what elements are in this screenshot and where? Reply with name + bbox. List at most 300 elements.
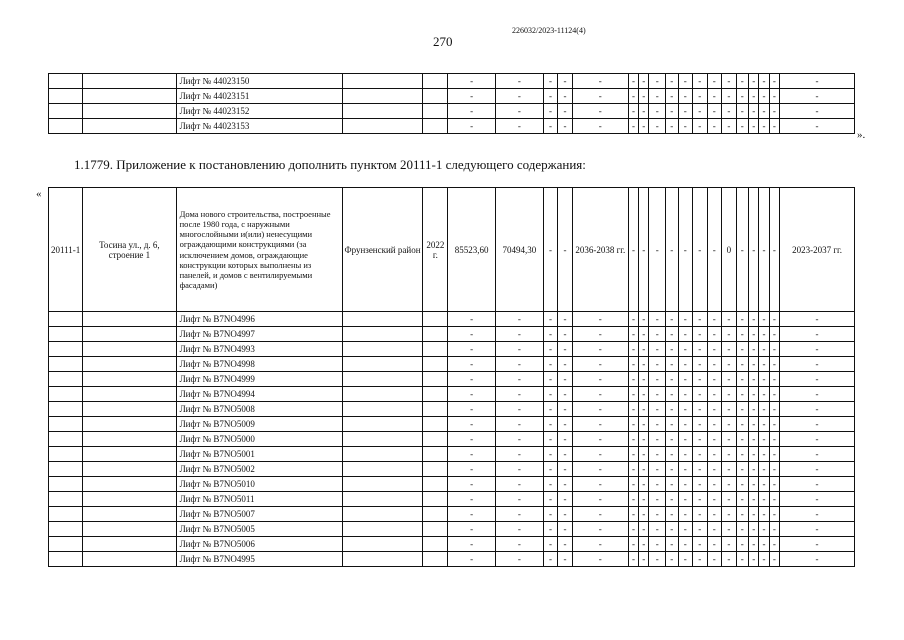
dash-cell [639,462,649,477]
dash-cell [736,119,748,134]
dash-cell [759,342,769,357]
dash-cell [707,327,722,342]
dash-cell [649,402,666,417]
dash-cell [448,462,496,477]
dash-cell [769,89,779,104]
zero-cell: 0 [722,188,737,312]
lift-name: Лифт № B7NO4996 [176,312,342,327]
dash-cell [666,507,678,522]
dash-cell [628,74,638,89]
dash-cell [759,462,769,477]
table-row [49,387,855,402]
empty-cell [83,522,176,537]
year: 2022 г. [423,188,448,312]
dash-cell [693,119,708,134]
dash-cell [558,552,573,567]
dash-cell [543,552,558,567]
dash-cell [769,312,779,327]
dash-cell [639,387,649,402]
dash-cell [736,357,748,372]
dash-cell [666,492,678,507]
table-row [49,447,855,462]
dash-cell [666,447,678,462]
dash-cell [448,372,496,387]
dash-cell [649,188,666,312]
dash-cell [749,357,759,372]
dash-cell [759,447,769,462]
page-number: 270 [433,34,453,49]
empty-cell [342,74,423,89]
dash-cell [678,447,693,462]
dash-cell [678,492,693,507]
lift-name: Лифт № B7NO4998 [176,357,342,372]
empty-cell [83,462,176,477]
dash-cell [759,357,769,372]
dash-cell [496,477,544,492]
dash-cell [780,477,855,492]
dash-cell [639,432,649,447]
dash-cell [666,188,678,312]
dash-cell [666,522,678,537]
dash-cell [693,312,708,327]
dash-cell [749,312,759,327]
empty-cell [423,342,448,357]
empty-cell [49,477,83,492]
dash-cell [448,402,496,417]
dash-cell [448,507,496,522]
document-code: 226032/2023-11124(4) [512,26,586,35]
lift-name: Лифт № B7NO5000 [176,432,342,447]
dash-cell [649,357,666,372]
dash-cell [769,188,779,312]
dash-cell [496,522,544,537]
empty-cell [423,492,448,507]
dash-cell [572,477,628,492]
dash-cell [736,492,748,507]
dash-cell [572,552,628,567]
dash-cell [736,432,748,447]
dash-cell [749,417,759,432]
dash-cell [780,119,855,134]
dash-cell [707,357,722,372]
dash-cell [722,552,737,567]
dash-cell [558,74,573,89]
empty-cell [49,89,83,104]
dash-cell [628,188,638,312]
dash-cell [496,387,544,402]
dash-cell [448,342,496,357]
dash-cell [628,447,638,462]
empty-cell [423,312,448,327]
dash-cell [749,462,759,477]
dash-cell [678,327,693,342]
dash-cell [543,477,558,492]
empty-cell [49,312,83,327]
dash-cell [666,342,678,357]
dash-cell [769,537,779,552]
dash-cell [736,327,748,342]
dash-cell [780,387,855,402]
dash-cell [649,507,666,522]
table-row [49,104,855,119]
dash-cell [572,447,628,462]
lift-name: Лифт № B7NO4995 [176,552,342,567]
dash-cell [736,74,748,89]
dash-cell [780,507,855,522]
empty-cell [423,402,448,417]
dash-cell [749,74,759,89]
empty-cell [49,402,83,417]
dash-cell [722,119,737,134]
dash-cell [448,537,496,552]
dash-cell [749,507,759,522]
dash-cell [693,387,708,402]
district: Фрунзенский район [342,188,423,312]
dash-cell [558,372,573,387]
dash-cell [666,357,678,372]
empty-cell [49,387,83,402]
closing-quote: ». [857,129,866,141]
dash-cell [639,447,649,462]
dash-cell [722,372,737,387]
lift-name: Лифт № 44023151 [176,89,342,104]
dash-cell [448,357,496,372]
dash-cell [543,119,558,134]
dash-cell [722,89,737,104]
dash-cell [543,507,558,522]
dash-cell [678,537,693,552]
dash-cell [749,104,759,119]
table-row [49,342,855,357]
dash-cell [693,402,708,417]
dash-cell [628,477,638,492]
dash-cell [666,372,678,387]
dash-cell [693,522,708,537]
dash-cell [780,417,855,432]
dash-cell [639,507,649,522]
dash-cell [693,104,708,119]
dash-cell [693,507,708,522]
table-row [49,188,855,312]
dash-cell [572,417,628,432]
dash-cell [722,387,737,402]
table-row [49,89,855,104]
dash-cell [759,537,769,552]
table-row [49,357,855,372]
dash-cell [639,477,649,492]
dash-cell [543,447,558,462]
dash-cell [543,372,558,387]
period-2: 2023-2037 гг. [780,188,855,312]
dash-cell [759,492,769,507]
empty-cell [342,522,423,537]
dash-cell [639,104,649,119]
dash-cell [649,89,666,104]
dash-cell [496,492,544,507]
dash-cell [693,327,708,342]
empty-cell [342,402,423,417]
lift-name: Лифт № B7NO5009 [176,417,342,432]
dash-cell [769,119,779,134]
dash-cell [558,432,573,447]
dash-cell [628,462,638,477]
empty-cell [83,312,176,327]
empty-cell [423,357,448,372]
dash-cell [649,119,666,134]
dash-cell [678,507,693,522]
dash-cell [707,312,722,327]
dash-cell [736,522,748,537]
dash-cell [749,342,759,357]
dash-cell [678,387,693,402]
dash-cell [496,342,544,357]
empty-cell [83,432,176,447]
dash-cell [496,417,544,432]
empty-cell [423,372,448,387]
dash-cell [722,104,737,119]
empty-cell [423,432,448,447]
dash-cell [749,552,759,567]
dash-cell [666,89,678,104]
dash-cell [707,492,722,507]
dash-cell [736,89,748,104]
dash-cell [736,312,748,327]
empty-cell [49,417,83,432]
dash-cell [558,492,573,507]
dash-cell [693,417,708,432]
dash-cell [448,89,496,104]
dash-cell [707,552,722,567]
empty-cell [49,119,83,134]
dash-cell [736,507,748,522]
empty-cell [423,74,448,89]
dash-cell [639,188,649,312]
dash-cell [678,462,693,477]
dash-cell [749,372,759,387]
dash-cell [769,507,779,522]
dash-cell [543,357,558,372]
dash-cell [678,417,693,432]
dash-cell [707,507,722,522]
dash-cell [749,89,759,104]
dash-cell [780,462,855,477]
dash-cell [628,327,638,342]
empty-cell [342,432,423,447]
dash-cell [722,537,737,552]
dash-cell [678,342,693,357]
dash-cell [639,402,649,417]
dash-cell [543,312,558,327]
empty-cell [49,357,83,372]
dash-cell [496,327,544,342]
value-2: 70494,30 [496,188,544,312]
dash-cell [666,327,678,342]
dash-cell [678,432,693,447]
dash-cell [572,89,628,104]
dash-cell [722,312,737,327]
dash-cell [722,492,737,507]
dash-cell [749,402,759,417]
dash-cell [707,74,722,89]
dash-cell [749,327,759,342]
lift-name: Лифт № B7NO4999 [176,372,342,387]
dash-cell [639,327,649,342]
lift-name: Лифт № B7NO4993 [176,342,342,357]
dash-cell [558,507,573,522]
dash-cell [628,552,638,567]
empty-cell [83,402,176,417]
dash-cell [736,417,748,432]
dash-cell [649,492,666,507]
empty-cell [423,522,448,537]
dash-cell [649,462,666,477]
dash-cell [558,387,573,402]
dash-cell [769,492,779,507]
dash-cell [496,537,544,552]
section-heading: 1.1779. Приложение к постановлению дополнить пунктом 20111-1 следующего содержания: [74,157,586,172]
dash-cell [639,537,649,552]
dash-cell [693,74,708,89]
dash-cell [572,119,628,134]
empty-cell [83,537,176,552]
dash-cell [693,432,708,447]
dash-cell [496,507,544,522]
dash-cell [722,417,737,432]
lift-name: Лифт № 44023150 [176,74,342,89]
empty-cell [423,537,448,552]
empty-cell [83,387,176,402]
dash-cell [558,462,573,477]
dash-cell [707,417,722,432]
dash-cell [722,402,737,417]
dash-cell [722,74,737,89]
dash-cell [769,372,779,387]
dash-cell [639,312,649,327]
dash-cell [759,507,769,522]
dash-cell: - [558,188,573,312]
period: 2036-2038 гг. [572,188,628,312]
dash-cell [628,432,638,447]
empty-cell [342,552,423,567]
dash-cell [759,89,769,104]
dash-cell [572,327,628,342]
dash-cell [649,387,666,402]
empty-cell [342,492,423,507]
dash-cell [769,327,779,342]
lift-name: Лифт № B7NO5005 [176,522,342,537]
dash-cell [572,342,628,357]
empty-cell [423,447,448,462]
dash-cell [722,432,737,447]
dash-cell [649,447,666,462]
dash-cell [722,507,737,522]
table-row [49,522,855,537]
dash-cell [666,537,678,552]
empty-cell [342,342,423,357]
dash-cell [628,492,638,507]
dash-cell [628,89,638,104]
dash-cell [666,462,678,477]
dash-cell [666,119,678,134]
dash-cell [769,417,779,432]
dash-cell [666,477,678,492]
lift-name: Лифт № 44023152 [176,104,342,119]
dash-cell [543,104,558,119]
dash-cell [543,432,558,447]
dash-cell [769,552,779,567]
dash-cell [543,327,558,342]
dash-cell [707,447,722,462]
table-row [49,119,855,134]
dash-cell [628,402,638,417]
dash-cell [693,357,708,372]
empty-cell [342,104,423,119]
empty-cell [342,462,423,477]
dash-cell [496,89,544,104]
dash-cell [628,387,638,402]
dash-cell [628,104,638,119]
dash-cell [780,432,855,447]
empty-cell [423,104,448,119]
dash-cell [707,537,722,552]
dash-cell [749,432,759,447]
dash-cell [649,74,666,89]
lift-name: Лифт № B7NO5008 [176,402,342,417]
dash-cell [722,342,737,357]
dash-cell [558,89,573,104]
empty-cell [342,537,423,552]
dash-cell [722,522,737,537]
dash-cell [769,387,779,402]
empty-cell [423,462,448,477]
dash-cell [678,402,693,417]
dash-cell [448,387,496,402]
dash-cell [448,477,496,492]
dash-cell [759,312,769,327]
dash-cell [749,119,759,134]
dash-cell [769,104,779,119]
lift-name: Лифт № B7NO5011 [176,492,342,507]
dash-cell [666,104,678,119]
dash-cell [558,104,573,119]
table-row [49,312,855,327]
dash-cell [639,357,649,372]
empty-cell [49,432,83,447]
dash-cell [707,342,722,357]
dash-cell [496,357,544,372]
dash-cell [496,447,544,462]
dash-cell [678,312,693,327]
empty-cell [83,327,176,342]
dash-cell [666,312,678,327]
dash-cell [769,357,779,372]
dash-cell [678,477,693,492]
top-table [48,73,855,134]
dash-cell [780,104,855,119]
empty-cell [49,104,83,119]
empty-cell [83,477,176,492]
empty-cell [342,327,423,342]
dash-cell [749,188,759,312]
dash-cell [628,119,638,134]
dash-cell [707,402,722,417]
dash-cell [496,402,544,417]
dash-cell [736,104,748,119]
empty-cell [342,507,423,522]
dash-cell [759,104,769,119]
dash-cell [707,462,722,477]
dash-cell [649,312,666,327]
